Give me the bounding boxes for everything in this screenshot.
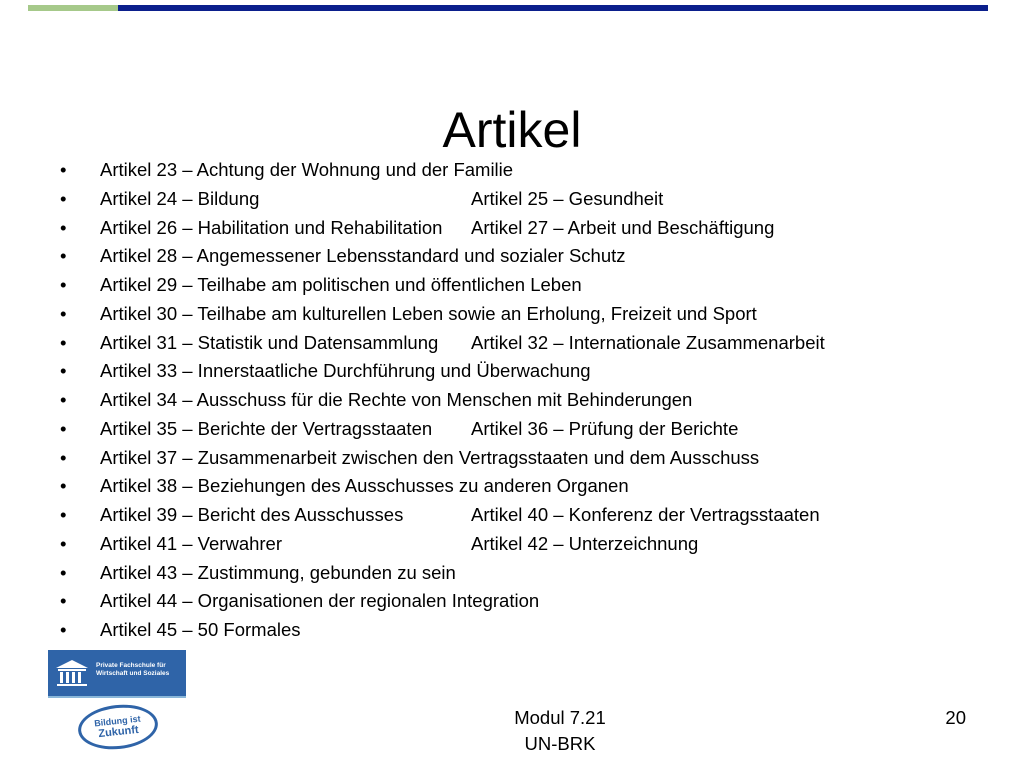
list-item-text: Artikel 39 – Bericht des Ausschusses (100, 504, 404, 525)
bullet-icon: • (60, 389, 67, 410)
bullet-icon: • (60, 274, 67, 295)
bullet-icon: • (60, 590, 67, 612)
logo-oval-line2: Zukunft (97, 723, 140, 741)
top-accent-bar (28, 5, 988, 11)
bullet-icon: • (60, 216, 67, 238)
list-item-text-second-column: Artikel 36 – Prüfung der Berichte (471, 417, 739, 439)
list-item-text: Artikel 28 – Angemessener Lebensstandard und sozialer Schutz (100, 245, 626, 267)
top-accent-bar-dark-segment (118, 5, 988, 11)
list-item-text-second-column: Artikel 25 – Gesundheit (471, 187, 664, 209)
list-item-text-second-column: Artikel 42 – Unterzeichnung (471, 532, 699, 554)
list-item-text-second-column: Artikel 32 – Internationale Zusammenarbeit (471, 331, 825, 353)
list-item-text: Artikel 24 – Bildung (100, 187, 260, 209)
slide-title: Artikel (442, 101, 582, 158)
bullet-icon: • (60, 331, 67, 353)
school-logo (48, 650, 186, 758)
bullet-icon: • (60, 504, 67, 525)
page-number: 20 (945, 707, 966, 728)
list-item-text: Artikel 34 – Ausschuss für die Rechte von Menschen mit Behinderungen (100, 389, 693, 410)
top-accent-bar-light-segment (28, 5, 118, 11)
bullet-icon: • (60, 159, 67, 180)
bullet-icon: • (60, 187, 67, 209)
logo-banner-text: Private Fachschule für Wirtschaft und Soziales (96, 662, 170, 677)
list-item-text: Artikel 44 – Organisationen der regionalen Integration (100, 590, 540, 612)
list-item-text: Artikel 37 – Zusammenarbeit zwischen den Vertragsstaaten und dem Ausschuss (100, 446, 760, 468)
list-item-text: Artikel 35 – Berichte der Vertragsstaaten (100, 417, 433, 439)
list-item-text: Artikel 38 – Beziehungen des Ausschusses zu anderen Organen (100, 475, 629, 497)
logo-banner (48, 650, 186, 698)
building-icon (54, 658, 90, 688)
bullet-icon: • (60, 245, 67, 267)
list-item-text: Artikel 33 – Innerstaatliche Durchführung und Überwachung (100, 360, 591, 382)
bullet-icon: • (60, 417, 67, 439)
footer-module-line1: Modul 7.21 (514, 707, 606, 728)
list-item-text: Artikel 29 – Teilhabe am politischen und öffentlichen Leben (100, 274, 582, 295)
bullet-icon: • (60, 446, 67, 468)
bullet-icon: • (60, 360, 67, 382)
list-item-text: Artikel 41 – Verwahrer (100, 532, 283, 554)
bullet-icon: • (60, 302, 67, 324)
bullet-icon: • (60, 561, 67, 583)
footer-module (460, 705, 660, 757)
list-item-text: Artikel 30 – Teilhabe am kulturellen Leben sowie an Erholung, Freizeit und Sport (100, 302, 757, 324)
bullet-icon: • (60, 475, 67, 497)
list-item-text: Artikel 31 – Statistik und Datensammlung (100, 331, 439, 353)
list-item-text: Artikel 26 – Habilitation und Rehabilitation (100, 216, 443, 238)
logo-oval-line1: Bildung ist (93, 713, 142, 729)
bullet-icon: • (60, 532, 67, 554)
list-item-text-second-column: Artikel 27 – Arbeit und Beschäftigung (471, 216, 775, 238)
list-item-text: Artikel 45 – 50 Formales (100, 619, 301, 640)
list-item-text-second-column: Artikel 40 – Konferenz der Vertragsstaaten (471, 504, 820, 525)
footer-module-line2: UN-BRK (524, 733, 596, 754)
list-item-text: Artikel 43 – Zustimmung, gebunden zu sein (100, 561, 456, 583)
logo-oval-badge (76, 701, 160, 753)
list-item-text: Artikel 23 – Achtung der Wohnung und der Familie (100, 159, 514, 180)
bullet-icon: • (60, 619, 67, 640)
